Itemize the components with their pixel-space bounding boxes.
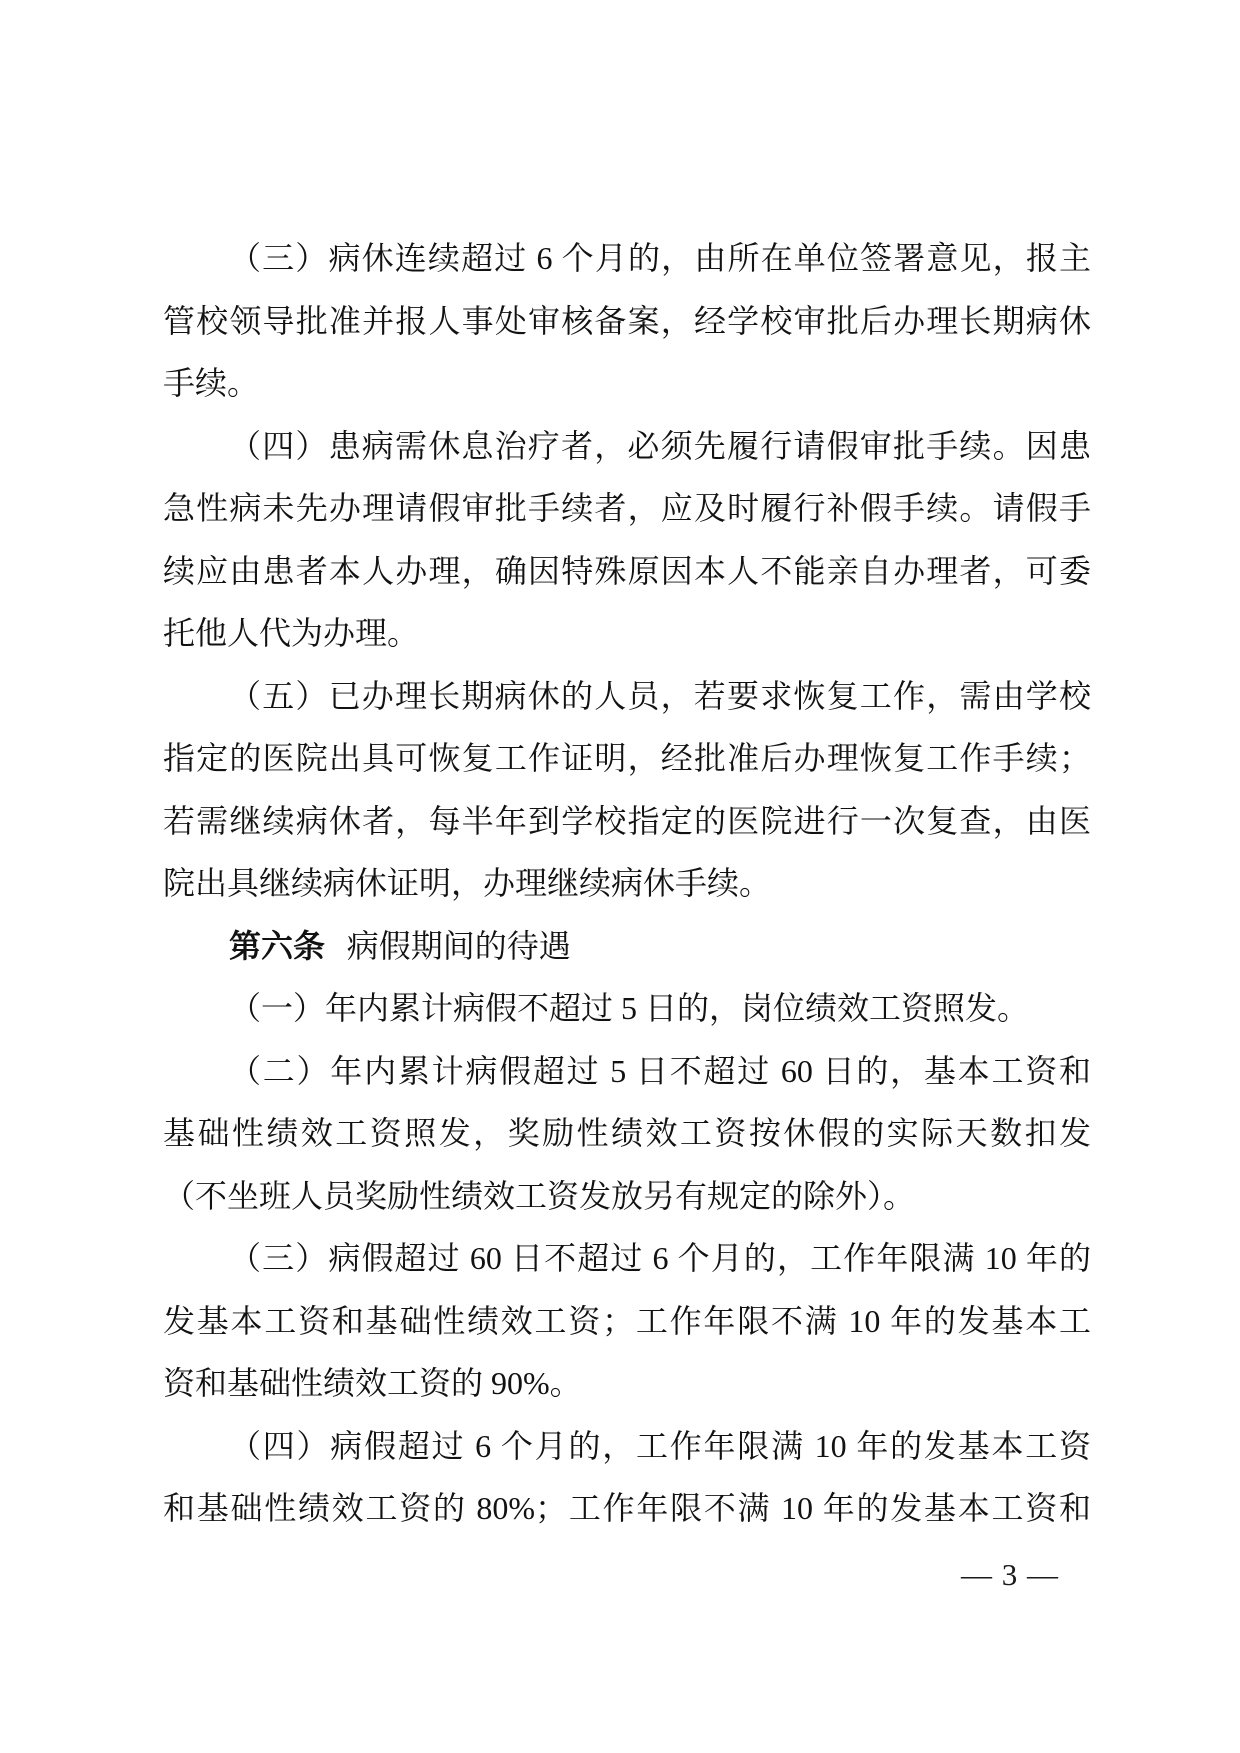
text-line: （不坐班人员奖励性绩效工资发放另有规定的除外）。 <box>163 1177 916 1214</box>
text-line: 和基础性绩效工资的 80%；工作年限不满 10 年的发基本工资和 <box>163 1490 1091 1526</box>
text-line: （二）年内累计病假超过 5 日不超过 60 日的，基本工资和 <box>229 1052 1091 1089</box>
article-title: 病假期间的待遇 <box>346 927 571 964</box>
text-line: （四）患病需休息治疗者，必须先履行请假审批手续。因患 <box>229 427 1091 464</box>
article-heading <box>163 915 1091 978</box>
text-line: （一）年内累计病假不超过 5 日的，岗位绩效工资照发。 <box>229 990 1030 1026</box>
text-line: （五）已办理长期病休的人员，若要求恢复工作，需由学校 <box>229 677 1091 714</box>
text-line: 资和基础性绩效工资的 90%。 <box>163 1365 582 1401</box>
text-line: 指定的医院出具可恢复工作证明，经批准后办理恢复工作手续； <box>163 740 1091 776</box>
document-body <box>163 227 1091 1540</box>
text-line: （四）病假超过 6 个月的，工作年限满 10 年的发基本工资 <box>229 1427 1091 1464</box>
page-number: — 3 — <box>961 1557 1059 1592</box>
text-line: 托他人代为办理。 <box>163 615 420 651</box>
text-line: （三）病休连续超过 6 个月的，由所在单位签署意见，报主 <box>229 240 1091 276</box>
article-number: 第六条 <box>229 927 326 964</box>
text-line: 管校领导批准并报人事处审核备案，经学校审批后办理长期病休 <box>163 302 1091 339</box>
text-line: （三）病假超过 60 日不超过 6 个月的，工作年限满 10 年的 <box>229 1240 1091 1276</box>
text-line: 若需继续病休者，每半年到学校指定的医院进行一次复查，由医 <box>163 802 1091 839</box>
text-line: 发基本工资和基础性绩效工资；工作年限不满 10 年的发基本工 <box>163 1302 1091 1339</box>
text-line: 续应由患者本人办理，确因特殊原因本人不能亲自办理者，可委 <box>163 552 1091 589</box>
text-line: 基础性绩效工资照发，奖励性绩效工资按休假的实际天数扣发 <box>163 1115 1091 1151</box>
text-line: 院出具继续病休证明，办理继续病休手续。 <box>163 865 772 901</box>
text-line: 急性病未先办理请假审批手续者，应及时履行补假手续。请假手 <box>163 490 1091 526</box>
text-line: 手续。 <box>163 365 260 401</box>
